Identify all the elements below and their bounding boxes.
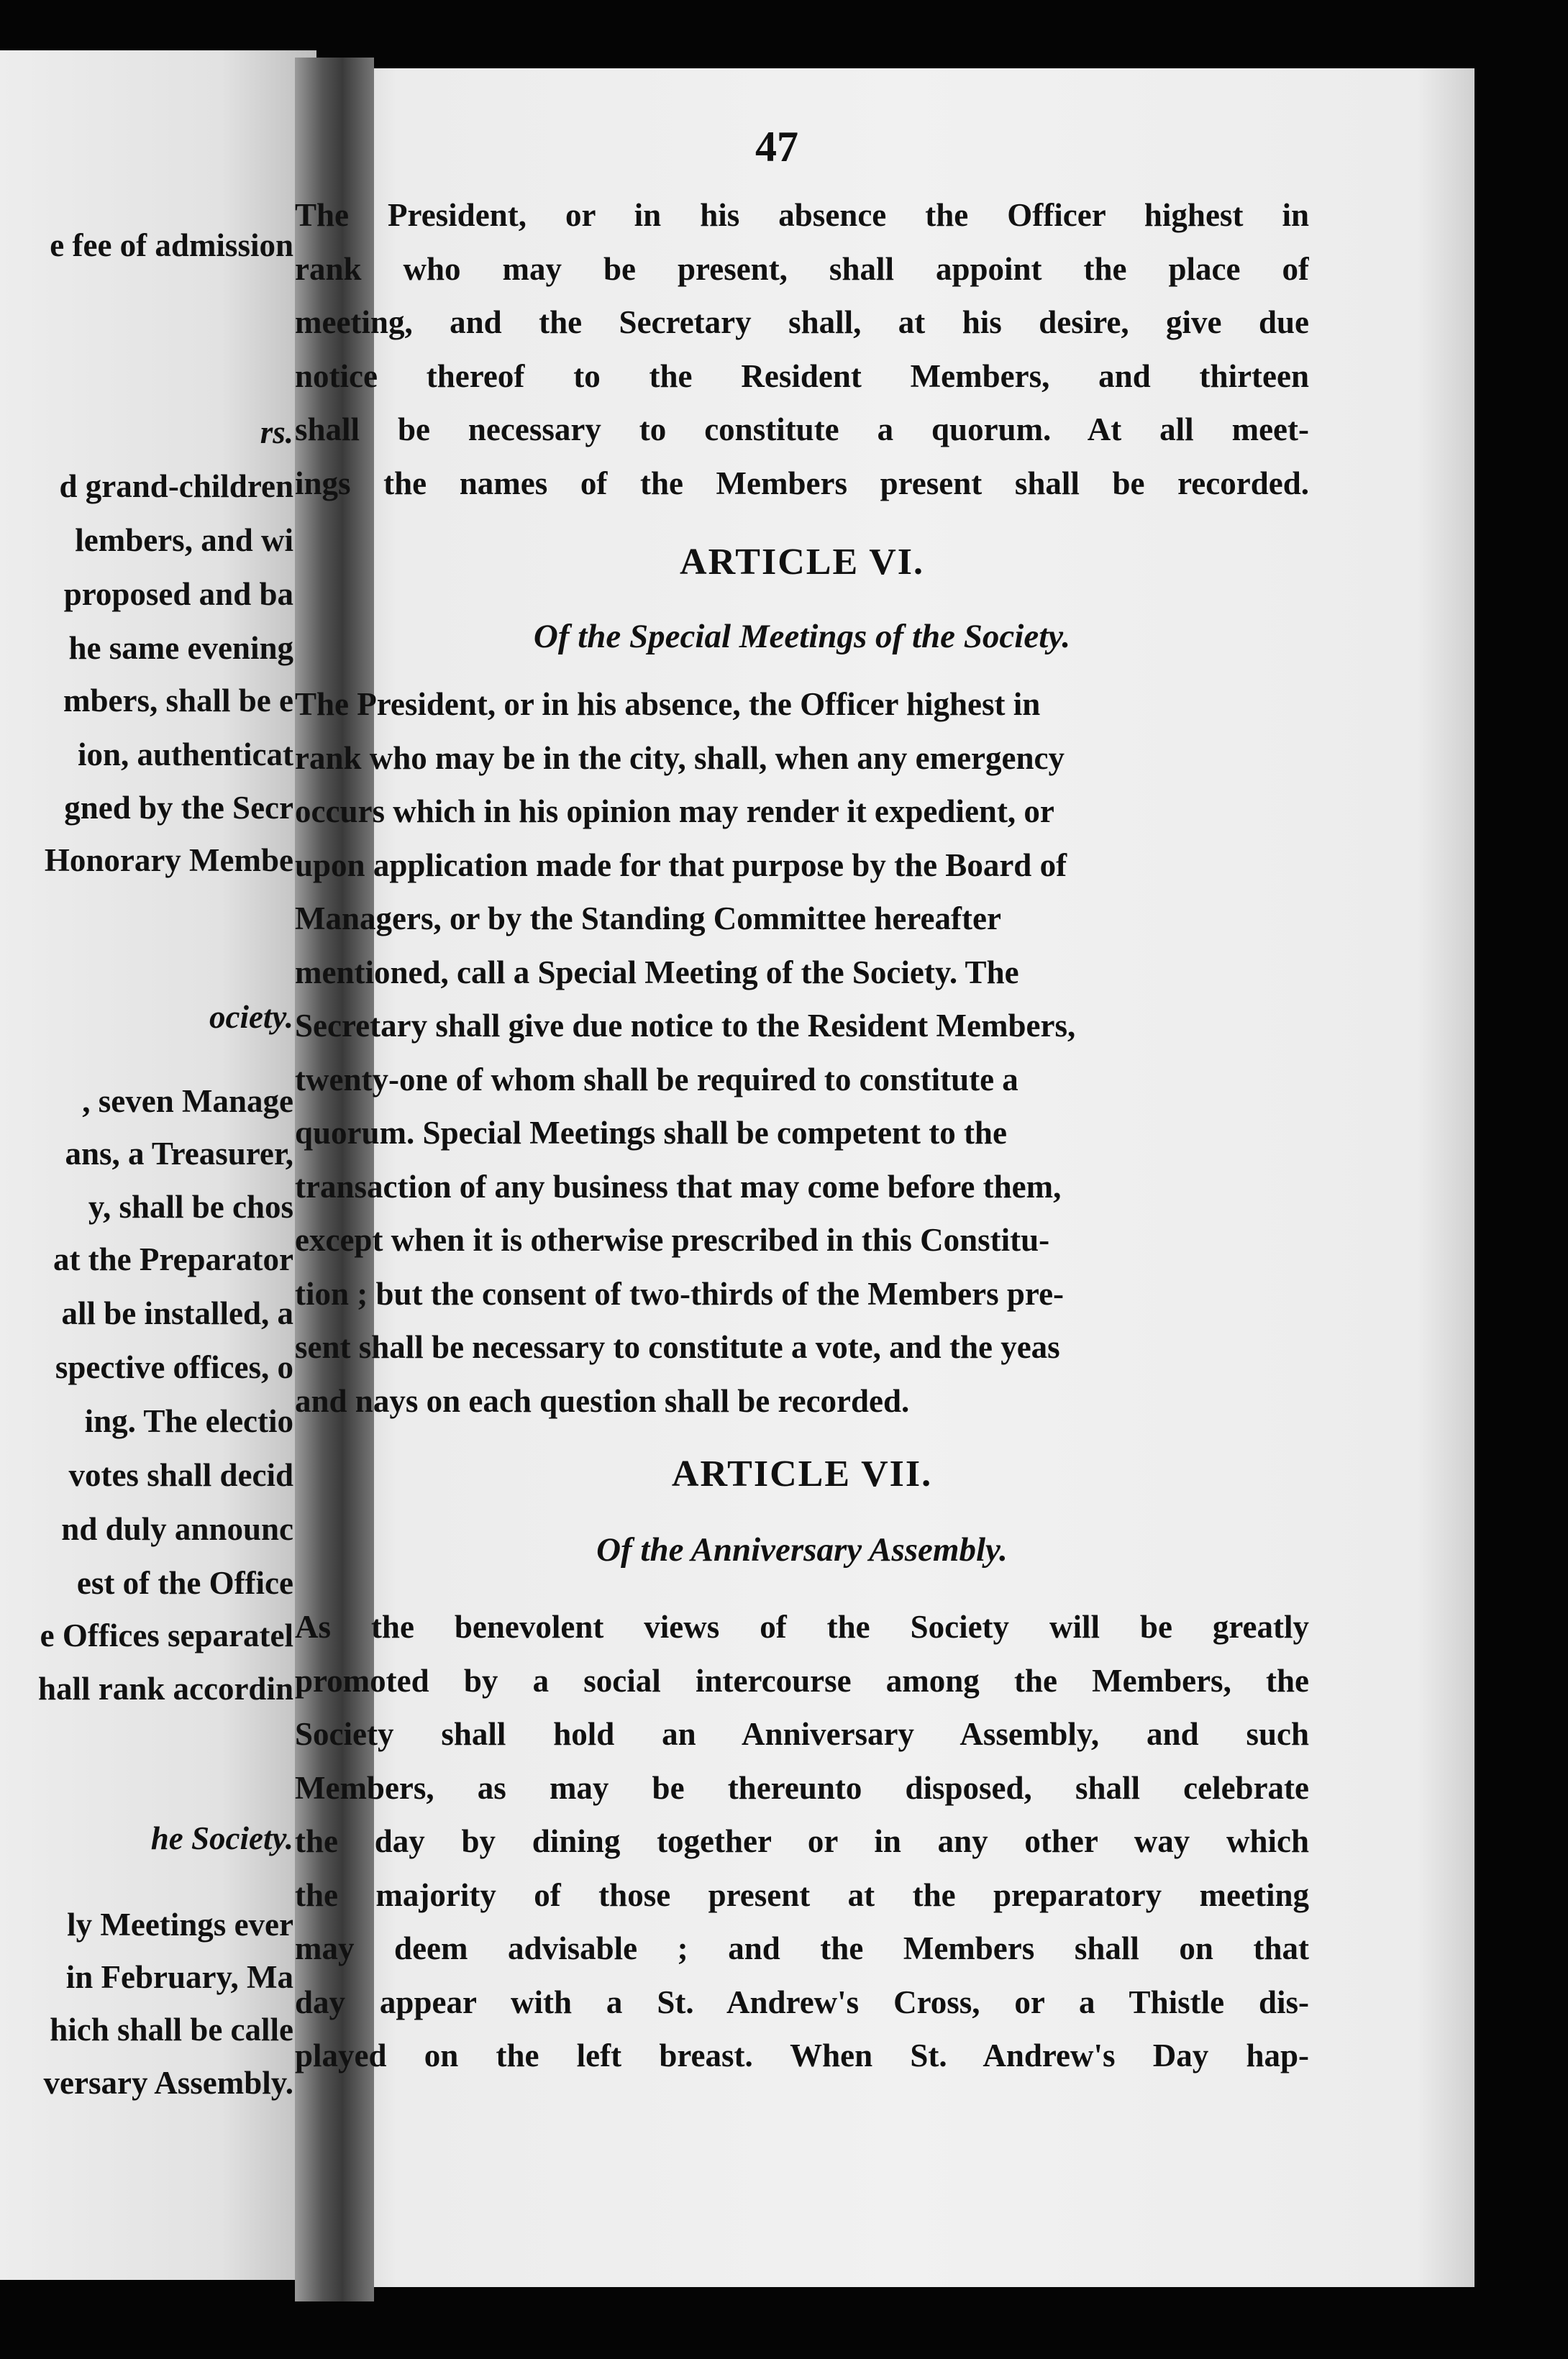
left-line: ociety. xyxy=(209,999,293,1035)
left-line: versary Assembly. xyxy=(43,2065,293,2101)
continuation-paragraph xyxy=(295,188,1309,510)
left-page-text xyxy=(0,50,302,2280)
left-line: ion, authenticat xyxy=(77,736,293,772)
text-line: Secretary shall give due notice to the Resident Members, xyxy=(295,1008,1076,1044)
text-line: upon application made for that purpose by the Board of xyxy=(295,847,1067,883)
article-vi-heading: ARTICLE VI. xyxy=(680,542,924,583)
left-line: all be installed, a xyxy=(61,1295,293,1331)
left-line: mbers, shall be e xyxy=(63,683,293,718)
article-vi-paragraph xyxy=(295,677,1309,1428)
text-line: quorum. Special Meetings shall be competent to the xyxy=(295,1115,1007,1151)
text-line: Managers, or by the Standing Committee hereafter xyxy=(295,900,1001,936)
text-line: Members, as may be thereunto disposed, shall celebrate xyxy=(295,1769,1309,1806)
text-line: except when it is otherwise prescribed in this Constitu- xyxy=(295,1222,1050,1258)
left-line: hall rank accordin xyxy=(37,1671,293,1707)
text-line: The President, or in his absence, the Officer highest in xyxy=(295,686,1041,722)
left-line: proposed and ba xyxy=(63,576,293,612)
left-line: ans, a Treasurer, xyxy=(65,1136,293,1172)
text-line: The President, or in his absence the Officer highest in xyxy=(295,197,1309,233)
text-line: mentioned, call a Special Meeting of the Society. The xyxy=(295,954,1019,990)
text-line: sent shall be necessary to constitute a vote, and the yeas xyxy=(295,1329,1060,1365)
left-line: in February, Ma xyxy=(65,1959,293,1995)
left-line: he same evening xyxy=(68,630,293,666)
left-line: y, shall be chos xyxy=(88,1189,293,1225)
left-line: spective offices, o xyxy=(55,1349,293,1385)
text-line: notice thereof to the Resident Members, and thirteen xyxy=(295,357,1309,394)
left-line: lembers, and wi xyxy=(75,522,293,558)
left-line: ing. The electio xyxy=(84,1403,293,1439)
text-line: transaction of any business that may come before them, xyxy=(295,1168,1062,1205)
article-vii-paragraph xyxy=(295,1600,1309,2083)
text-line: the day by dining together or in any other way which xyxy=(295,1823,1309,1859)
left-line: rs. xyxy=(260,414,293,450)
text-line: played on the left breast. When St. Andrew's Day hap- xyxy=(295,2038,1309,2073)
left-line: gned by the Secr xyxy=(64,790,293,826)
text-line: twenty-one of whom shall be required to constitute a xyxy=(295,1061,1018,1098)
text-line: As the benevolent views of the Society will be greatly xyxy=(295,1609,1309,1645)
left-line: nd duly announc xyxy=(61,1511,293,1547)
text-line: Society shall hold an Anniversary Assembly, and such xyxy=(295,1716,1309,1752)
text-line: occurs which in his opinion may render it expedient, or xyxy=(295,793,1054,829)
left-line: Honorary Membe xyxy=(44,842,293,878)
text-line: rank who may be present, shall appoint the place of xyxy=(295,250,1309,287)
left-line: , seven Manage xyxy=(82,1083,293,1119)
left-line: est of the Office xyxy=(76,1565,293,1601)
text-line: day appear with a St. Andrew's Cross, or a Thistle dis- xyxy=(295,1984,1309,2020)
text-line: and nays on each question shall be recorded. xyxy=(295,1382,910,1419)
left-line: ly Meetings ever xyxy=(67,1907,293,1943)
text-line: ings the names of the Members present shall be recorded. xyxy=(295,465,1309,501)
left-line: e Offices separatel xyxy=(40,1617,293,1653)
text-line: shall be necessary to constitute a quorum. At all meet- xyxy=(295,411,1309,447)
text-line: meeting, and the Secretary shall, at his desire, give due xyxy=(295,304,1309,340)
text-line: the majority of those present at the preparatory meeting xyxy=(295,1876,1309,1913)
article-vi-subheading: Of the Special Meetings of the Society. xyxy=(533,618,1071,655)
left-line: hich shall be calle xyxy=(50,2012,293,2048)
left-line: votes shall decid xyxy=(68,1457,293,1493)
text-line: may deem advisable ; and the Members shall on that xyxy=(295,1930,1309,1966)
text-line: rank who may be in the city, shall, when any emergency xyxy=(295,739,1065,776)
text-line: tion ; but the consent of two-thirds of the Members pre- xyxy=(295,1275,1065,1312)
text-line: promoted by a social intercourse among the Members, the xyxy=(295,1662,1309,1699)
left-line: at the Preparator xyxy=(53,1241,293,1277)
left-line: e fee of admission xyxy=(50,227,293,263)
left-line: d grand-children xyxy=(59,468,293,504)
page-number: 47 xyxy=(755,123,798,170)
left-line: he Society. xyxy=(150,1820,293,1856)
article-vii-subheading: Of the Anniversary Assembly. xyxy=(596,1531,1008,1569)
left-page xyxy=(0,50,316,2280)
article-vii-heading: ARTICLE VII. xyxy=(671,1454,933,1495)
